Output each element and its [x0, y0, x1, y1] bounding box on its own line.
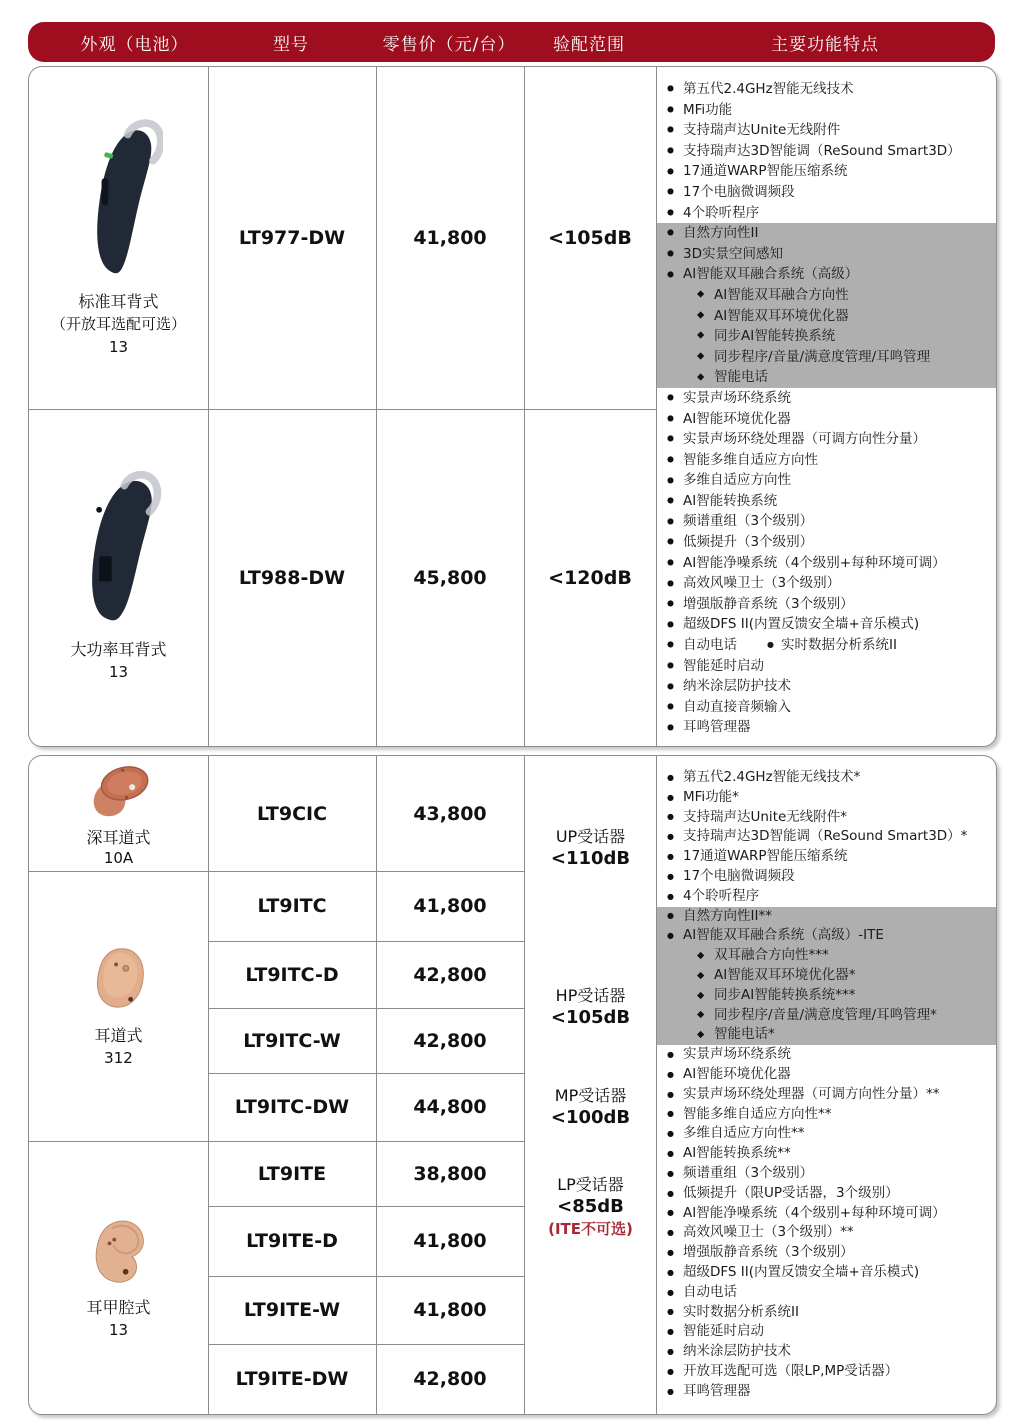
- feature-item: ● 高效风噪卫士（3个级别）**: [657, 1223, 996, 1243]
- model-cell: [208, 1206, 376, 1276]
- feature-item: ● 实景声场环绕系统: [657, 388, 996, 409]
- price-value: 38,800: [413, 1162, 487, 1185]
- price-cell: [376, 1073, 524, 1141]
- model-name: LT9ITC-W: [243, 1029, 341, 1052]
- range-block-mp: [525, 1085, 656, 1129]
- model-name: LT9ITC-DW: [234, 1096, 350, 1118]
- feature-item: ● 纳米涂层防护技术: [657, 676, 996, 697]
- outline-cell-bte-standard: [29, 67, 208, 409]
- feature-item: ● AI智能环境优化器: [657, 409, 996, 430]
- feature-item: ● 17个电脑微调频段: [657, 867, 996, 887]
- feature-list-bte: [657, 67, 996, 746]
- outline-cell-itc: [29, 871, 208, 1141]
- bte-power-image: [73, 471, 165, 630]
- style-name: 深耳道式: [86, 827, 151, 847]
- price-value: 41,800: [413, 895, 487, 917]
- feature-item: ◆ AI智能双耳环境优化器*: [657, 966, 996, 986]
- model-cell: [208, 941, 376, 1008]
- feature-item: ◆ 同步AI智能转换系统: [657, 326, 996, 347]
- feature-item: ● 智能延时启动: [657, 656, 996, 677]
- feature-item: ● 自然方向性II**: [657, 907, 996, 927]
- battery-size: 13: [108, 337, 129, 356]
- price-value: 42,800: [413, 1029, 487, 1052]
- model-cell: [208, 871, 376, 941]
- style-name: 耳道式: [94, 1026, 143, 1045]
- price-value: 45,800: [413, 566, 487, 589]
- feature-item: ● AI智能双耳融合系统（高级）: [657, 264, 996, 285]
- range-limit: <100dB: [550, 1107, 631, 1128]
- receiver-type: LP受话器: [557, 1175, 624, 1194]
- table-header-bar: [28, 22, 995, 62]
- price-cell: [376, 871, 524, 941]
- price-value: 42,800: [413, 963, 487, 986]
- price-value: 42,800: [413, 1368, 487, 1390]
- feature-item: ● 智能多维自适应方向性: [657, 450, 996, 471]
- model-name: LT9CIC: [256, 802, 328, 825]
- feature-item: ● 自动电话 ● 实时数据分析系统II: [657, 635, 996, 656]
- price-cell: [376, 1206, 524, 1276]
- style-name: 耳甲腔式: [86, 1297, 151, 1317]
- model-name: LT9ITE-D: [246, 1230, 338, 1252]
- feature-item: ◆ 同步AI智能转换系统***: [657, 986, 996, 1006]
- feature-item: ● 开放耳选配可选（限LP,MP受话器）: [657, 1362, 996, 1382]
- feature-item: ● 超级DFS II(内置反馈安全墙+音乐模式): [657, 1263, 996, 1283]
- range-value: <105dB: [548, 227, 632, 249]
- range-value: <120dB: [548, 566, 632, 589]
- feature-item: ◆ 双耳融合方向性***: [657, 946, 996, 966]
- model-name: LT9ITE: [257, 1162, 327, 1185]
- style-option: （开放耳选配可选）: [50, 314, 186, 333]
- style-label: [94, 1025, 142, 1069]
- range-limit: <85dB: [557, 1196, 624, 1217]
- feature-item: ● 增强版静音系统（3个级别）: [657, 594, 996, 615]
- model-cell: [208, 756, 376, 871]
- feature-item: ● 17个电脑微调频段: [657, 182, 996, 203]
- price-cell: [376, 409, 524, 746]
- feature-item: ◆ 同步程序/音量/满意度管理/耳鸣管理*: [657, 1006, 996, 1026]
- feature-item: ◆ AI智能双耳融合方向性: [657, 285, 996, 306]
- feature-item: ● 支持瑞声达3D智能调（ReSound Smart3D）*: [657, 827, 996, 847]
- feature-item: ● 实景声场环绕处理器（可调方向性分量）**: [657, 1085, 996, 1105]
- battery-size: 13: [108, 663, 129, 681]
- feature-item: ● MFi功能*: [657, 788, 996, 808]
- header-fitting-range: 验配范围: [553, 34, 625, 55]
- price-value: 41,800: [413, 227, 487, 249]
- feature-item: ● 增强版静音系统（3个级别）: [657, 1243, 996, 1263]
- style-label: [86, 827, 150, 869]
- header-retail-price: 零售价（元/台）: [382, 34, 516, 55]
- range-limit: <110dB: [550, 848, 631, 869]
- feature-item: ● 自动直接音频输入: [657, 697, 996, 718]
- feature-item: ● 实时数据分析系统II: [657, 1303, 996, 1323]
- inline-bullet: ●: [767, 640, 774, 650]
- header-model: 型号: [273, 34, 309, 55]
- header-appearance-battery: 外观（电池）: [80, 34, 189, 55]
- header-main-features: 主要功能特点: [771, 34, 879, 55]
- receiver-type: HP受话器: [555, 986, 626, 1005]
- model-name: LT9ITE-W: [243, 1299, 341, 1321]
- model-name: LT977-DW: [238, 227, 346, 249]
- feature-item: ◆ 智能电话*: [657, 1025, 996, 1045]
- price-cell: [376, 756, 524, 871]
- feature-item: ● 低频提升（3个级别）: [657, 532, 996, 553]
- style-name: 大功率耳背式: [70, 640, 167, 659]
- feature-item: ● 4个聆听程序: [657, 203, 996, 224]
- feature-list-ite: [657, 756, 996, 1414]
- receiver-type: UP受话器: [555, 827, 626, 846]
- style-name: 标准耳背式: [78, 291, 159, 311]
- style-label: [70, 638, 166, 684]
- model-cell: [208, 1344, 376, 1414]
- range-cell: [524, 67, 656, 409]
- range-block-lp: [525, 1174, 656, 1240]
- feature-item: ● 超级DFS II(内置反馈安全墙+音乐模式): [657, 614, 996, 635]
- feature-item: ● MFi功能: [657, 100, 996, 121]
- model-name: LT9ITE-DW: [235, 1368, 349, 1390]
- bte-standard-image: [75, 118, 163, 282]
- price-cell: [376, 1344, 524, 1414]
- range-cell: [524, 409, 656, 746]
- feature-item: ● AI智能转换系统: [657, 491, 996, 512]
- feature-item: ● 频谱重组（3个级别）: [657, 511, 996, 532]
- model-cell: [208, 1276, 376, 1344]
- feature-item: ● 多维自适应方向性**: [657, 1124, 996, 1144]
- price-value: 41,800: [413, 1299, 487, 1321]
- feature-item: ● 17通道WARP智能压缩系统: [657, 161, 996, 182]
- model-cell: [208, 67, 376, 409]
- feature-item: ● 4个聆听程序: [657, 887, 996, 907]
- feature-item: ● 自然方向性II: [657, 223, 996, 244]
- model-cell: [208, 1141, 376, 1206]
- feature-item: ● 高效风噪卫士（3个级别）: [657, 573, 996, 594]
- battery-size: 312: [104, 1049, 133, 1067]
- price-cell: [376, 1276, 524, 1344]
- feature-item: ● AI智能转换系统**: [657, 1144, 996, 1164]
- receiver-type: MP受话器: [554, 1086, 627, 1105]
- price-cell: [376, 1008, 524, 1073]
- feature-item: ● 支持瑞声达Unite无线附件: [657, 120, 996, 141]
- feature-item: ● 低频提升（限UP受话器，3个级别）: [657, 1184, 996, 1204]
- model-name: LT9ITC: [257, 895, 327, 917]
- price-value: 43,800: [413, 802, 487, 825]
- model-name: LT988-DW: [238, 566, 346, 589]
- range-limit: <105dB: [550, 1007, 631, 1028]
- feature-item: ● 智能多维自适应方向性**: [657, 1105, 996, 1125]
- outline-cell-ite: [29, 1141, 208, 1414]
- range-block-hp: [525, 985, 656, 1029]
- feature-item: ● 实景声场环绕处理器（可调方向性分量）: [657, 429, 996, 450]
- feature-item: ● 频谱重组（3个级别）: [657, 1164, 996, 1184]
- feature-item: ● 实景声场环绕系统: [657, 1045, 996, 1065]
- model-cell: [208, 409, 376, 746]
- price-cell: [376, 67, 524, 409]
- feature-item: ● 支持瑞声达3D智能调（ReSound Smart3D）: [657, 141, 996, 162]
- outline-cell-bte-power: [29, 409, 208, 746]
- feature-item: ● AI智能环境优化器: [657, 1065, 996, 1085]
- feature-item: ◆ 智能电话: [657, 367, 996, 388]
- feature-item: ● 耳鸣管理器: [657, 1382, 996, 1402]
- feature-item: ● 纳米涂层防护技术: [657, 1342, 996, 1362]
- feature-item: ● 17通道WARP智能压缩系统: [657, 847, 996, 867]
- style-label: [51, 290, 186, 359]
- feature-item: ● 智能延时启动: [657, 1322, 996, 1342]
- feature-item: ◆ AI智能双耳环境优化器: [657, 306, 996, 327]
- outline-cell-cic: [29, 756, 208, 871]
- bte-section-panel: [28, 66, 997, 747]
- battery-size: 13: [108, 1320, 129, 1339]
- range-block-up: [525, 826, 656, 870]
- ite-image: [84, 1215, 154, 1289]
- itc-image: [87, 943, 151, 1017]
- feature-item: ● AI智能双耳融合系统（高级）-ITE: [657, 926, 996, 946]
- feature-item: ● 多维自适应方向性: [657, 470, 996, 491]
- feature-item: ● AI智能净噪系统（4个级别+每种环境可调）: [657, 1204, 996, 1224]
- style-label: [86, 1297, 150, 1341]
- feature-item: ● 3D实景空间感知: [657, 244, 996, 265]
- feature-item: ● 耳鸣管理器: [657, 717, 996, 738]
- range-note: (ITE不可选): [548, 1220, 633, 1238]
- feature-item: ● 自动电话: [657, 1283, 996, 1303]
- price-cell: [376, 941, 524, 1008]
- feature-item: ● 第五代2.4GHz智能无线技术*: [657, 768, 996, 788]
- feature-item: ● AI智能净噪系统（4个级别+每种环境可调）: [657, 553, 996, 574]
- price-value: 44,800: [413, 1096, 487, 1118]
- cic-image: [85, 759, 153, 825]
- price-value: 41,800: [413, 1230, 487, 1252]
- model-name: LT9ITC-D: [245, 963, 339, 986]
- feature-item: ● 支持瑞声达Unite无线附件*: [657, 808, 996, 828]
- ite-section-panel: [28, 755, 997, 1415]
- battery-size: 10A: [103, 848, 134, 867]
- price-cell: [376, 1141, 524, 1206]
- feature-item: ● 第五代2.4GHz智能无线技术: [657, 79, 996, 100]
- model-cell: [208, 1073, 376, 1141]
- feature-item: ◆ 同步程序/音量/满意度管理/耳鸣管理: [657, 347, 996, 368]
- model-cell: [208, 1008, 376, 1073]
